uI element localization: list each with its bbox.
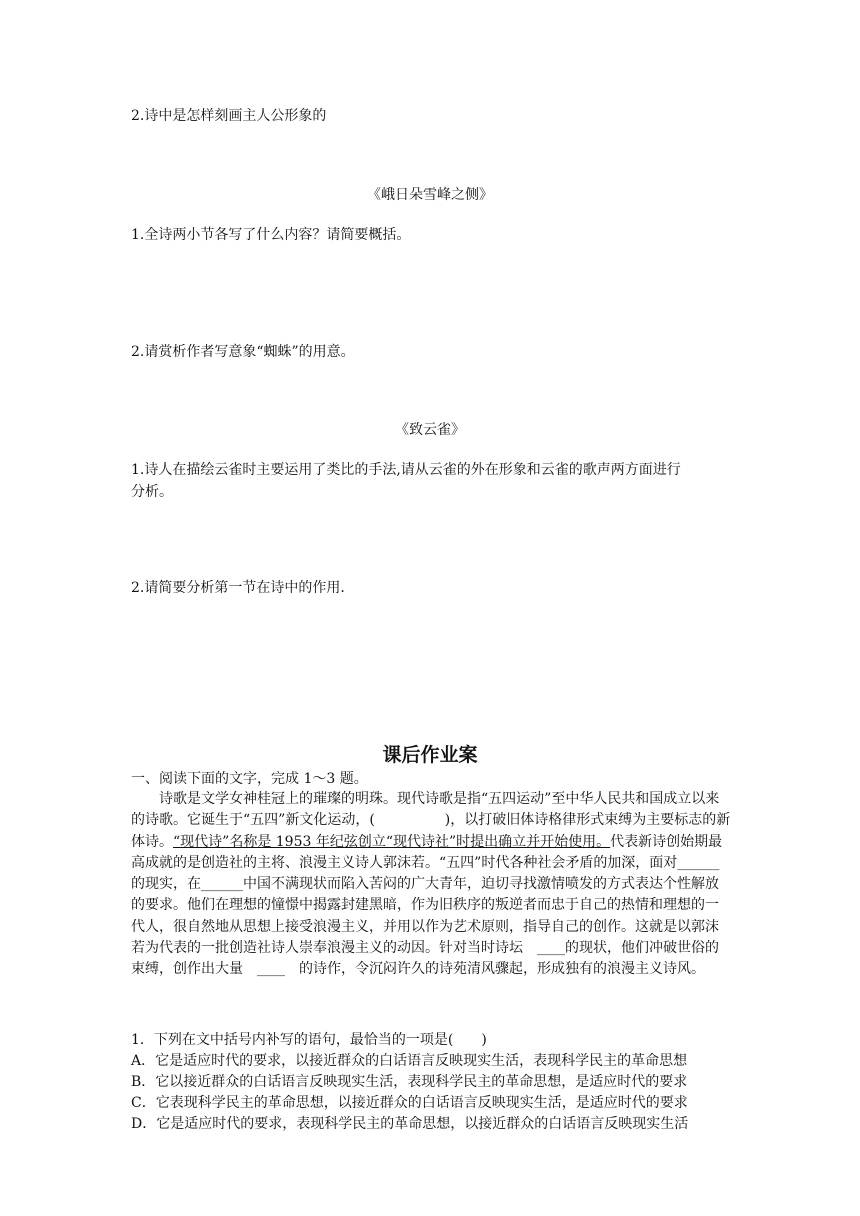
question-1-line-1: 1.诗人在描绘云雀时主要运用了类比的手法,请从云雀的外在形象和云雀的歌声两方面进行 — [131, 462, 681, 478]
passage-text: 代表新诗创始期最高成就的是创造社的主将、浪漫主义诗人郭沫若。“五四”时代各种社会矛盾的加深，面对 — [131, 833, 723, 871]
poem-title-skylark: 《致云雀》 — [395, 422, 465, 438]
poem-title-eri-duo: 《峨日朵雪峰之侧》 — [367, 187, 493, 203]
option-a: A．它是适应时代的要求，以接近群众的白话语言反映现实生活，表现科学民主的革命思想 — [131, 1053, 688, 1069]
question-2-text: 2.请简要分析第一节在诗中的作用. — [131, 580, 345, 596]
passage-blank-2: ______ — [201, 876, 243, 893]
question-2-text: 2.诗中是怎样刻画主人公形象的 — [131, 108, 327, 124]
question-2-text: 2.请赏析作者写意象“蜘蛛”的用意。 — [131, 344, 355, 360]
passage-text: 的诗作，令沉闷许久的诗苑清风骤起，形成独有的浪漫主义诗风。 — [299, 961, 705, 978]
question-1-stem: 1．下列在文中括号内补写的语句，最恰当的一项是( ) — [131, 1032, 487, 1048]
option-d: D．它是适应时代的要求，表现科学民主的革命思想，以接近群众的白话语言反映现实生活 — [131, 1116, 689, 1132]
passage-blank-4: ____ — [257, 961, 285, 978]
option-c: C．它表现科学民主的革命思想，以接近群众的白话语言反映现实生活，是适应时代的要求 — [131, 1095, 688, 1111]
passage-text: 诗歌是文学女神桂冠上的璀璨的明珠。现代诗歌是指“五四运动”至中华人民共和国成立以来的诗歌。它诞生于“五四”新文化运动，( — [131, 791, 720, 829]
option-b: B．它以接近群众的白话语言反映现实生活，表现科学民主的革命思想，是适应时代的要求 — [131, 1074, 688, 1090]
passage-blank-3: ____ — [537, 940, 565, 957]
passage-underlined-sentence: “现代诗”名称是 1953 年纪弦创立“现代诗社”时提出确立并开始使用。 — [173, 833, 611, 850]
reading-passage — [131, 789, 731, 981]
passage-text: )，以打破旧体诗格律形式束缚为主要标志的新体诗。 — [131, 812, 731, 850]
passage-blank-1: ______ — [677, 854, 720, 871]
homework-heading: 课后作业案 — [382, 744, 478, 766]
passage-text: 的现状，他们冲破世俗的束缚，创作出大量 — [131, 940, 719, 978]
question-1-text: 1.全诗两小节各写了什么内容？请简要概括。 — [131, 227, 411, 243]
question-1-line-2: 分析。 — [131, 484, 173, 500]
passage-text: 中国不满现状而陷入苦闷的广大青年，迫切寻找激情喷发的方式表达个性解放的要求。他们在理想的憧憬中揭露封建黑暗，作为旧秩序的叛逆者而忠于自己的热情和理想的一代人，很自然地从思想上接受浪漫主义，并用以作为艺术原则，指导自己的创作。这就是以郭沫若为代表的一批创造社诗人崇奉浪漫主义的动因。针对当时诗坛 — [131, 876, 719, 957]
reading-instruction: 一、阅读下面的文字，完成 1～3 题。 — [131, 771, 368, 787]
passage-text: 的现实，在 — [131, 876, 201, 893]
